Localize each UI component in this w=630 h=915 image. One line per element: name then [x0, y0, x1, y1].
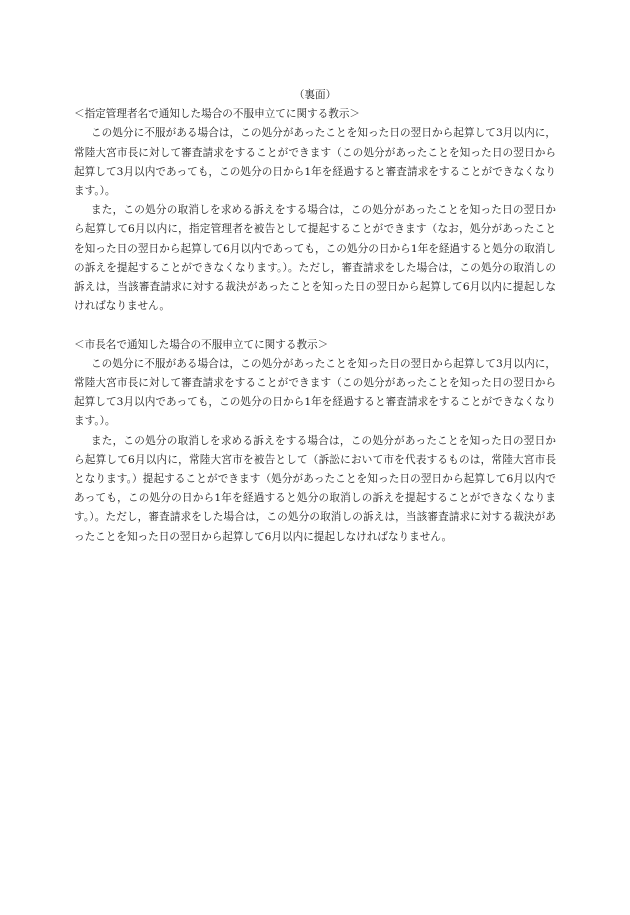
document-page	[74, 86, 556, 547]
paragraph-lawsuit: また，この処分の取消しを求める訴えをする場合は，この処分があったことを知った日の翌日から起算して6月以内に，指定管理者を被告として提起することができます（なお，処分があったことを知った日の翌日から起算して6月以内であっても，この処分の日から1年を経過すると処分の取消しの訴えを提起することができなくなります。）。ただし，審査請求をした場合は，この処分の取消しの訴えは，当該審査請求に対する裁決があったことを知った日の翌日から起算して6月以内に提起しなければなりません。	[74, 204, 556, 313]
section-heading: ＜指定管理者名で通知した場合の不服申立てに関する教示＞	[74, 108, 361, 121]
page-side-label: （裏面）	[293, 89, 337, 101]
paragraph-appeal: この処分に不服がある場合は，この処分があったことを知った日の翌日から起算して3月以内に，常陸大宮市長に対して審査請求をすることができます（この処分があったことを知った日の翌日から起算して3月以内であっても，この処分の日から1年を経過すると審査請求をすることができなくなります。）。	[74, 127, 556, 197]
paragraph-lawsuit: また，この処分の取消しを求める訴えをする場合は，この処分があったことを知った日の翌日から起算して6月以内に，常陸大宮市を被告として（訴訟において市を代表するものは，常陸大宮市長となります。）提起することができます（処分があったことを知った日の翌日から起算して6月以内であっても，この処分の日から1年を経過すると処分の取消しの訴えを提起することができなくなります。）。ただし，審査請求をした場合は，この処分の取消しの訴えは，当該審査請求に対する裁決があったことを知った日の翌日から起算して6月以内に提起しなければなりません。	[74, 434, 556, 543]
section-mayor	[74, 336, 556, 547]
section-designated-manager	[74, 105, 556, 316]
section-heading: ＜市長名で通知した場合の不服申立てに関する教示＞	[74, 338, 329, 351]
paragraph-appeal: この処分に不服がある場合は，この処分があったことを知った日の翌日から起算して3月以内に，常陸大宮市長に対して審査請求をすることができます（この処分があったことを知った日の翌日から起算して3月以内であっても，この処分の日から1年を経過すると審査請求をすることができなくなります。）。	[74, 357, 556, 428]
